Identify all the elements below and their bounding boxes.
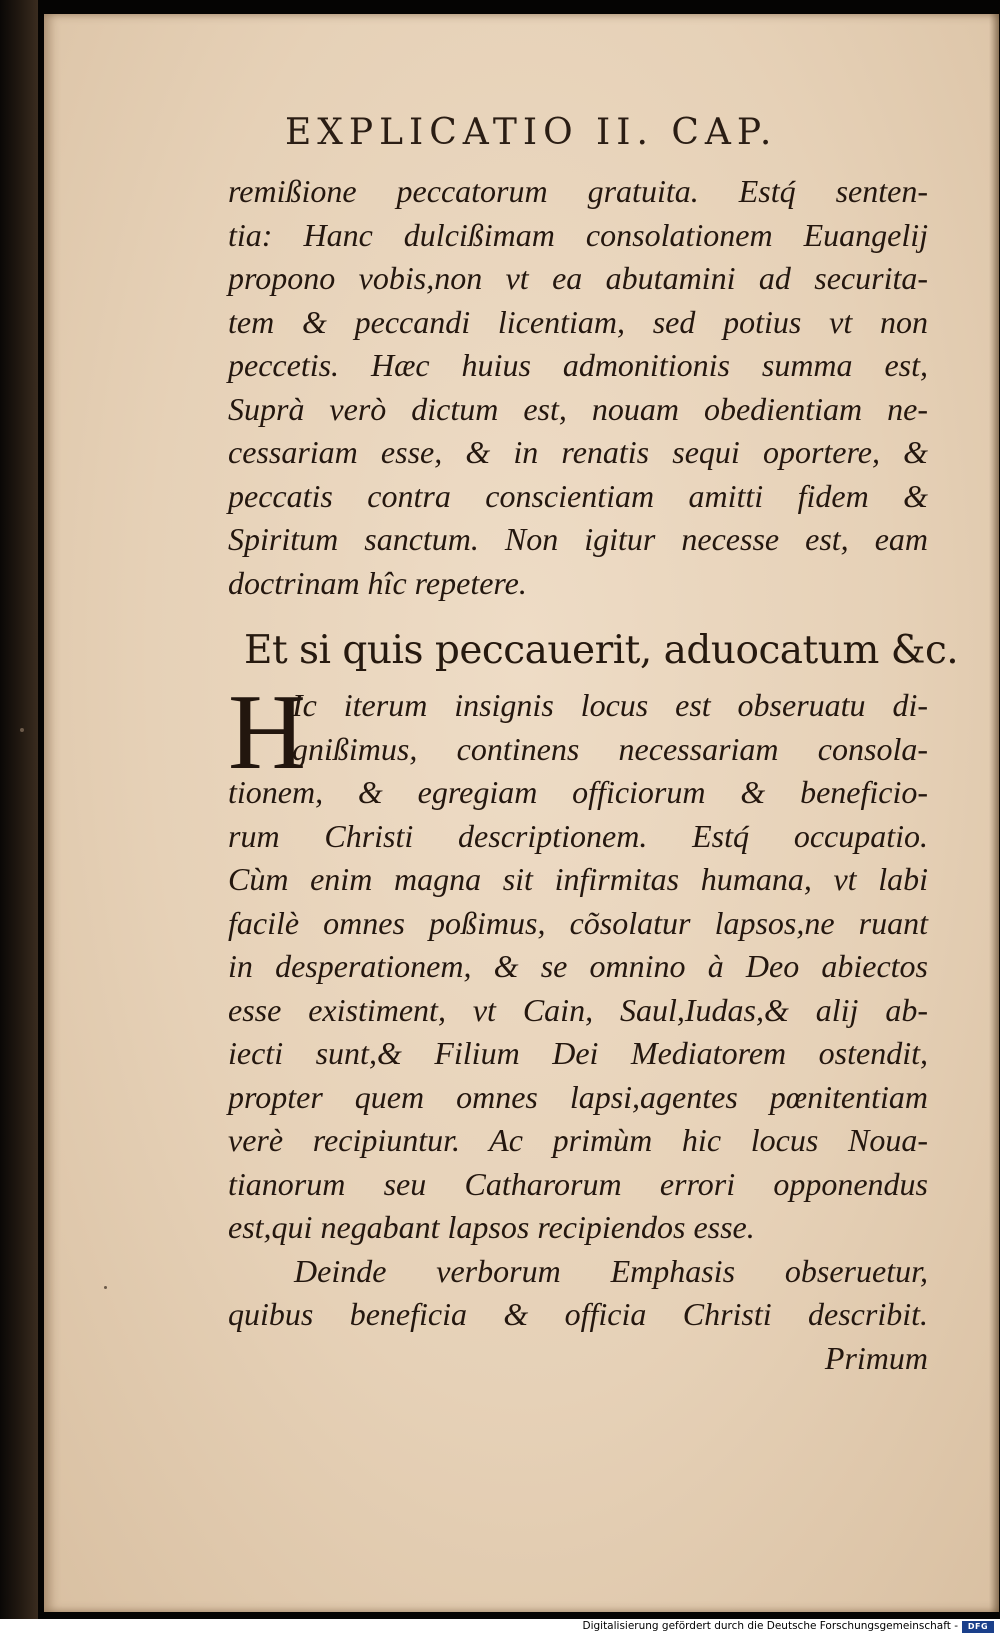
- text-line: rum Christi descriptionem. Estq́ occupatio.: [228, 817, 928, 854]
- page-fold-shadow: [989, 14, 999, 1612]
- binding-edge: [0, 0, 38, 1620]
- text-line: gnißimus, continens necessariam consola-: [292, 730, 928, 767]
- paper-speck: [20, 728, 24, 732]
- footer-credit: Digitalisierung gefördert durch die Deutsche Forschungsgemeinschaft -: [582, 1620, 958, 1632]
- text-line: remißione peccatorum gratuita. Estq́ senten-: [228, 173, 928, 209]
- text-line: verè recipiuntur. Ac primùm hic locus Noua-: [228, 1122, 928, 1158]
- text-line: tia: Hanc dulcißimam consolationem Euangelij: [228, 216, 928, 253]
- text-line: Spiritum sanctum. Non igitur necesse est, eam: [228, 521, 928, 557]
- text-line: esse existiment, vt Cain, Saul,Iudas,& alij ab-: [228, 991, 928, 1028]
- text-line: peccetis. Hæc huius admonitionis summa est,: [228, 347, 928, 383]
- section-heading: Et si quis peccauerit, aduocatum &c.: [244, 628, 959, 673]
- text-line: iecti sunt,& Filium Dei Mediatorem ostendit,: [228, 1035, 928, 1071]
- paragraph-1: [228, 170, 928, 605]
- text-line: cessariam esse, & in renatis sequi oportere, &: [228, 434, 928, 470]
- running-head: EXPLICATIO II. CAP.: [285, 112, 778, 153]
- text-line: Deinde verborum Emphasis obseruetur,: [294, 1252, 928, 1289]
- text-line: facilè omnes poßimus, cõsolatur lapsos,ne ruant: [228, 904, 928, 941]
- drop-cap: H: [228, 673, 306, 792]
- text-line: Cùm enim magna sit infirmitas humana, vt labi: [228, 861, 928, 897]
- catchword: Primum: [824, 1339, 928, 1376]
- text-line: tionem, & egregiam officiorum & beneficio-: [228, 774, 928, 810]
- paper-speck: [104, 1286, 107, 1289]
- text-line: tem & peccandi licentiam, sed potius vt non: [228, 303, 928, 340]
- text-line: quibus beneficia & officia Christi describit.: [228, 1296, 928, 1332]
- paragraph-2: [228, 673, 928, 1380]
- text-line: tianorum seu Catharorum errori opponendus: [228, 1165, 928, 1202]
- text-line: Ic iterum insignis locus est obseruatu di-: [292, 687, 928, 723]
- text-line: in desperationem, & se omnino à Deo abiectos: [228, 948, 928, 984]
- dfg-logo: DFG: [962, 1621, 994, 1633]
- text-line: peccatis contra conscientiam amitti fidem &: [228, 477, 928, 514]
- text-line: doctrinam hîc repetere.: [228, 564, 527, 601]
- text-line: propter quem omnes lapsi,agentes pœnitentiam: [228, 1078, 928, 1115]
- text-line: est,qui negabant lapsos recipiendos esse.: [228, 1209, 755, 1245]
- text-line: propono vobis,non vt ea abutamini ad securita-: [228, 260, 928, 296]
- text-line: Suprà verò dictum est, nouam obedientiam ne-: [228, 390, 928, 427]
